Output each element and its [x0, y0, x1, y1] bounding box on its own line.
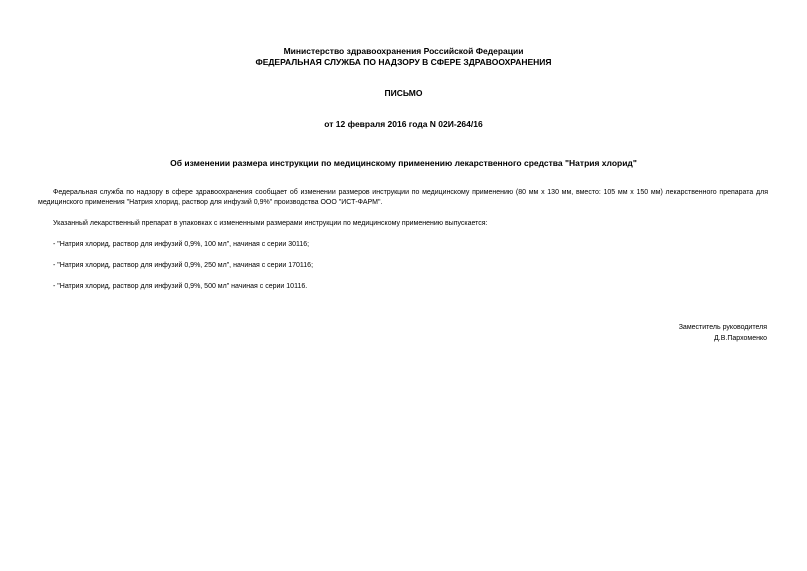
service-name: ФЕДЕРАЛЬНАЯ СЛУЖБА ПО НАДЗОРУ В СФЕРЕ ЗДРАВООХРАНЕНИЯ	[255, 57, 552, 67]
list-item: - "Натрия хлорид, раствор для инфузий 0,9%, 500 мл" начиная с серии 10116.	[53, 283, 308, 290]
document-type: ПИСЬМО	[384, 88, 423, 98]
document-date-number: от 12 февраля 2016 года N 02И-264/16	[324, 119, 483, 129]
document-subject: Об изменении размера инструкции по медицинскому применению лекарственного средства "Натрия хлорид"	[170, 158, 637, 168]
ministry-name: Министерство здравоохранения Российской Федерации	[283, 46, 524, 56]
list-item: - "Натрия хлорид, раствор для инфузий 0,9%, 100 мл", начиная с серии 30116;	[53, 241, 310, 248]
signatory-position: Заместитель руководителя	[678, 324, 767, 331]
signatory-name: Д.В.Пархоменко	[714, 335, 767, 342]
list-item: - "Натрия хлорид, раствор для инфузий 0,9%, 250 мл", начиная с серии 170116;	[53, 262, 314, 269]
body-paragraph-2: Указанный лекарственный препарат в упаковках с измененными размерами инструкции по медицинскому применению выпускается:	[53, 220, 488, 227]
body-paragraph-1: Федеральная служба по надзору в сфере здравоохранения сообщает об изменении размеров инструкции по медицинскому применению (80 мм x 130 мм, вместо: 105 мм x 150 мм) лекарственного препарата для медицинского применения "Натрия хлорид, раствор для инфузий 0,9%" производства ООО "ИСТ-ФАРМ".	[38, 189, 768, 206]
